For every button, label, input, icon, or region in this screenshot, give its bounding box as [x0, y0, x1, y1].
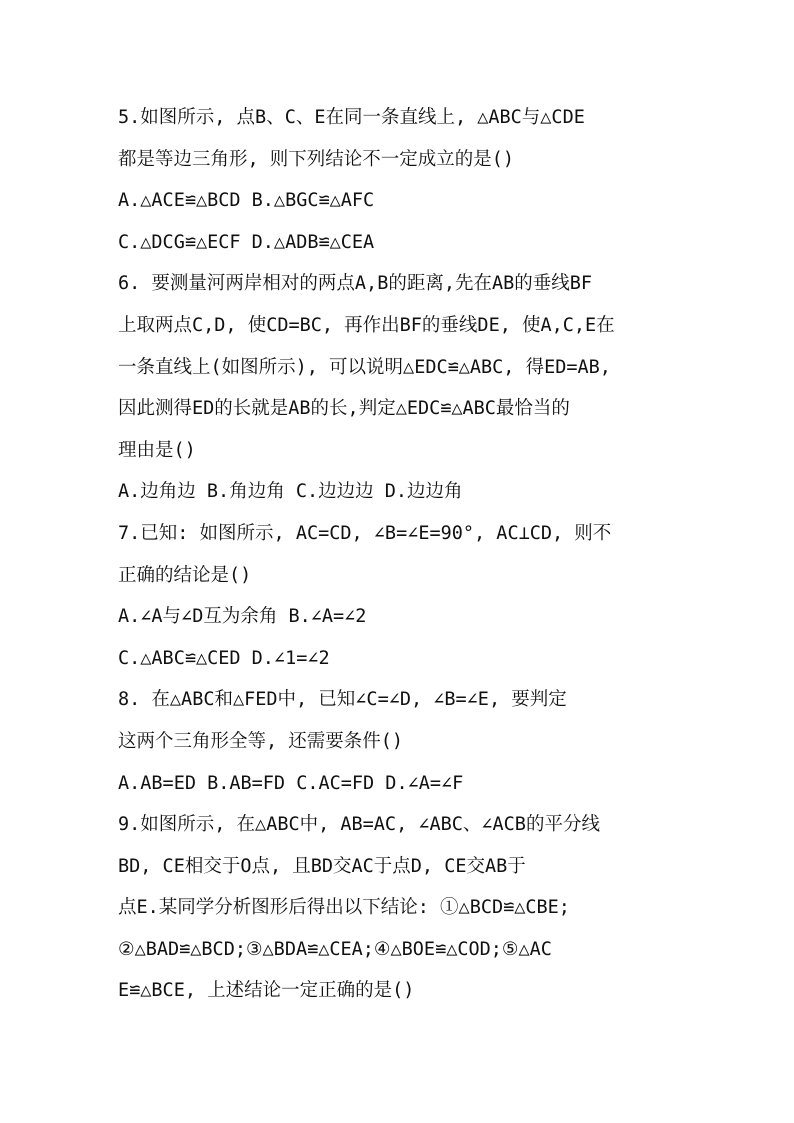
question-6-options: A.边角边 B.角边角 C.边边边 D.边边角 [118, 481, 463, 503]
question-8-line-2: 这两个三角形全等, 还需要条件() [118, 730, 404, 752]
question-6-line-1: 6. 要测量河两岸相对的两点A,B的距离,先在AB的垂线BF [118, 273, 593, 295]
question-6-line-4: 因此测得ED的长就是AB的长,判定△EDC≌△ABC最恰当的 [118, 398, 570, 420]
question-9-line-5: E≌△BCE, 上述结论一定正确的是() [118, 980, 415, 1002]
question-7-options-ab: A.∠A与∠D互为余角 B.∠A=∠2 [118, 606, 367, 628]
question-9-line-1: 9.如图所示, 在△ABC中, AB=AC, ∠ABC、∠ACB的平分线 [118, 814, 600, 836]
question-7-line-1: 7.已知: 如图所示, AC=CD, ∠B=∠E=90°, AC⊥CD, 则不 [118, 522, 612, 544]
question-8-line-1: 8. 在△ABC和△FED中, 已知∠C=∠D, ∠B=∠E, 要判定 [118, 689, 567, 711]
question-6-line-3: 一条直线上(如图所示), 可以说明△EDC≌△ABC, 得ED=AB, [118, 356, 611, 378]
question-5-options-cd: C.△DCG≌△ECF D.△ADB≌△CEA [118, 231, 375, 253]
question-8-options: A.AB=ED B.AB=FD C.AC=FD D.∠A=∠F [118, 772, 464, 794]
question-9-line-3: 点E.某同学分析图形后得出以下结论: ①△BCD≌△CBE; [118, 897, 570, 919]
question-9-line-2: BD, CE相交于O点, 且BD交AC于点D, CE交AB于 [118, 855, 526, 877]
question-6-line-2: 上取两点C,D, 使CD=BC, 再作出BF的垂线DE, 使A,C,E在 [118, 314, 615, 336]
question-6-line-5: 理由是() [118, 439, 196, 461]
question-7-line-2: 正确的结论是() [118, 564, 252, 586]
document-body [118, 97, 678, 1012]
question-5-options-ab: A.△ACE≌△BCD B.△BGC≌△AFC [118, 190, 375, 212]
question-5-line-2: 都是等边三角形, 则下列结论不一定成立的是() [118, 148, 515, 170]
question-7-options-cd: C.△ABC≌△CED D.∠1=∠2 [118, 647, 330, 669]
question-9-line-4: ②△BAD≌△BCD;③△BDA≌△CEA;④△BOE≌△COD;⑤△AC [118, 938, 552, 960]
question-5-line-1: 5.如图所示, 点B、C、E在同一条直线上, △ABC与△CDE [118, 107, 585, 128]
